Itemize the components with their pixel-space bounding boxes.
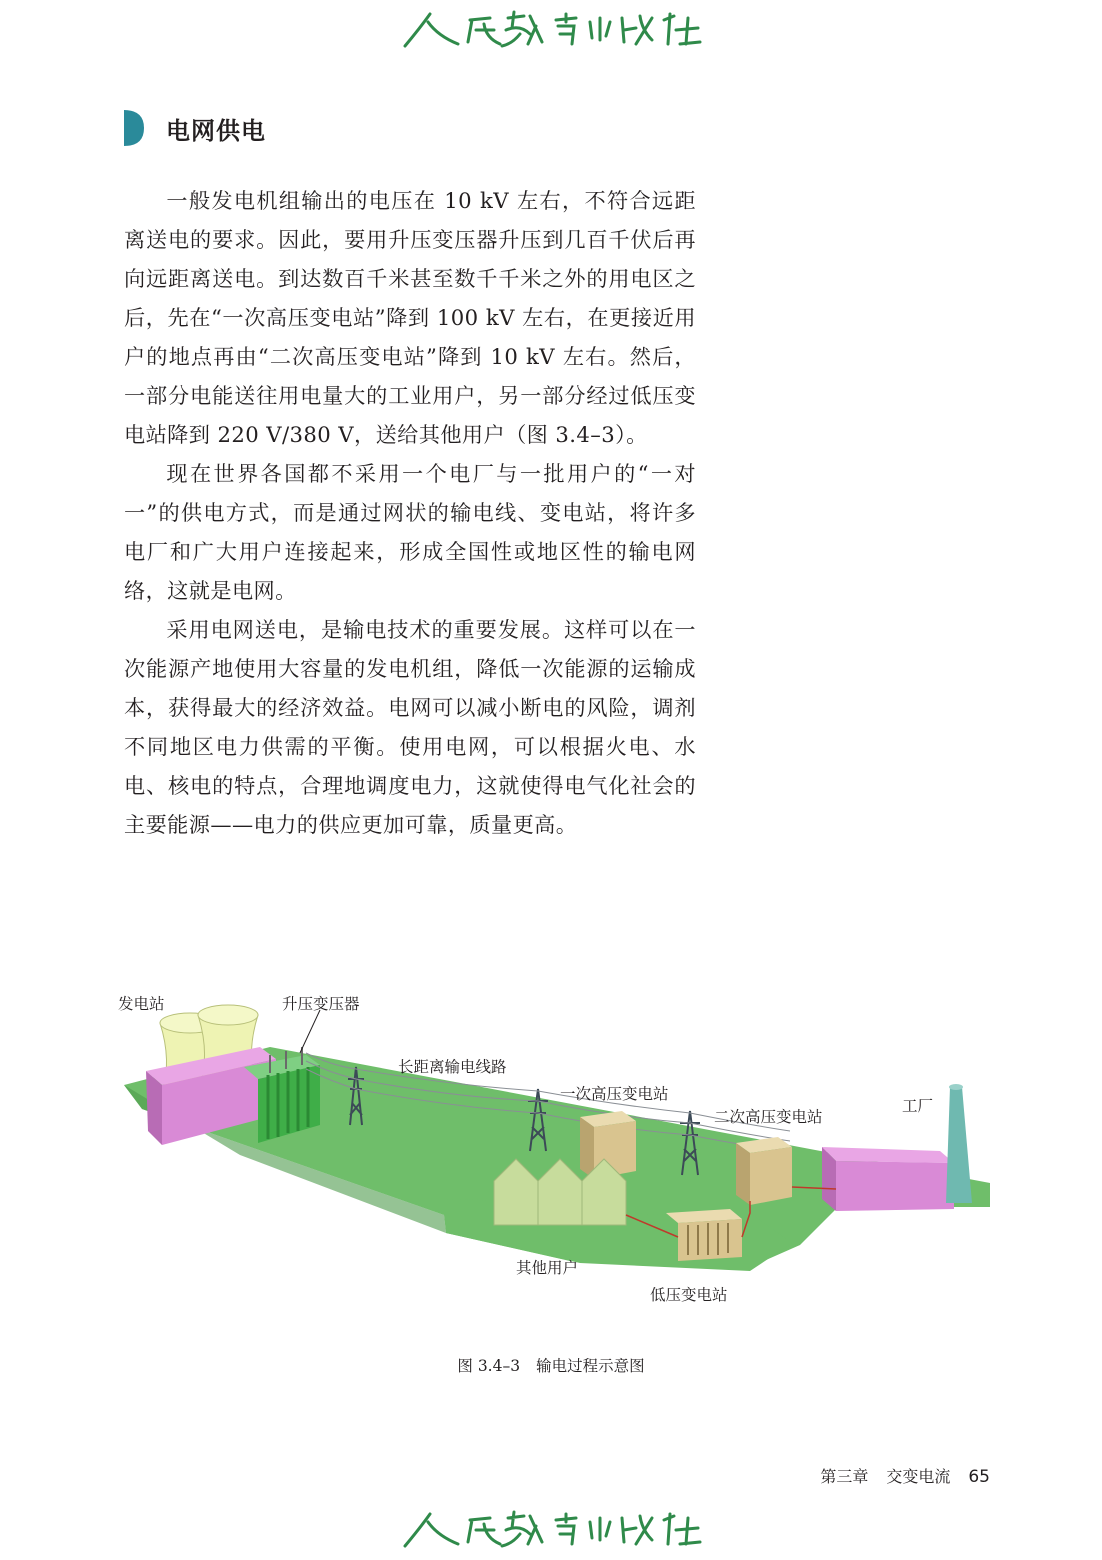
figure-caption-text: 输电过程示意图 bbox=[536, 1357, 645, 1375]
section-marker-icon bbox=[124, 110, 144, 146]
page-number: 65 bbox=[968, 1467, 990, 1487]
figure-caption bbox=[0, 1354, 1102, 1376]
page-footer bbox=[820, 1464, 990, 1487]
publisher-watermark-top bbox=[0, 0, 1102, 60]
publisher-watermark-bottom bbox=[0, 1500, 1102, 1560]
label-long-distance-line: 长距离输电线路 bbox=[398, 1058, 507, 1076]
label-secondary-substation: 二次高压变电站 bbox=[714, 1108, 823, 1126]
label-other-users: 其他用户 bbox=[516, 1259, 579, 1277]
label-power-station: 发电站 bbox=[118, 995, 165, 1013]
label-step-up-transformer: 升压变压器 bbox=[282, 995, 360, 1013]
chapter-number: 第三章 bbox=[820, 1467, 869, 1486]
label-low-voltage-substation: 低压变电站 bbox=[650, 1286, 728, 1304]
paragraph-1: 一般发电机组输出的电压在 10 kV 左右，不符合远距离送电的要求。因此，要用升压变压器升压到几百千伏后再向远距离送电。到达数百千米甚至数千千米之外的用电区之后，先在“一次高压变电站”降到 100 kV 左右，在更接近用户的地点再由“二次高压变电站”降到 10 kV 左右。然后，一部分电能送往用电量大的工业用户，另一部分经过低压变电站降到 220 V/380 V，送给其他用户（图 3.4–3）。 bbox=[124, 188, 696, 447]
power-transmission-diagram bbox=[110, 975, 1010, 1315]
section-title: 电网供电 bbox=[166, 116, 266, 145]
section-heading bbox=[124, 108, 266, 148]
label-leader-lines bbox=[110, 975, 1010, 1315]
chapter-title: 交变电流 bbox=[886, 1467, 951, 1486]
paragraph-3: 采用电网送电，是输电技术的重要发展。这样可以在一次能源产地使用大容量的发电机组，降低一次能源的运输成本，获得最大的经济效益。电网可以减小断电的风险，调剂不同地区电力供需的平衡。使用电网，可以根据火电、水电、核电的特点，合理地调度电力，这就使得电气化社会的主要能源——电力的供应更加可靠，质量更高。 bbox=[124, 617, 696, 837]
body-text bbox=[124, 181, 696, 844]
label-factory: 工厂 bbox=[902, 1097, 934, 1115]
paragraph-2: 现在世界各国都不采用一个电厂与一批用户的“一对一”的供电方式，而是通过网状的输电线、变电站，将许多电厂和广大用户连接起来，形成全国性或地区性的输电网络，这就是电网。 bbox=[124, 461, 696, 603]
label-primary-substation: 一次高压变电站 bbox=[560, 1085, 669, 1103]
figure-number: 图 3.4–3 bbox=[457, 1357, 521, 1375]
